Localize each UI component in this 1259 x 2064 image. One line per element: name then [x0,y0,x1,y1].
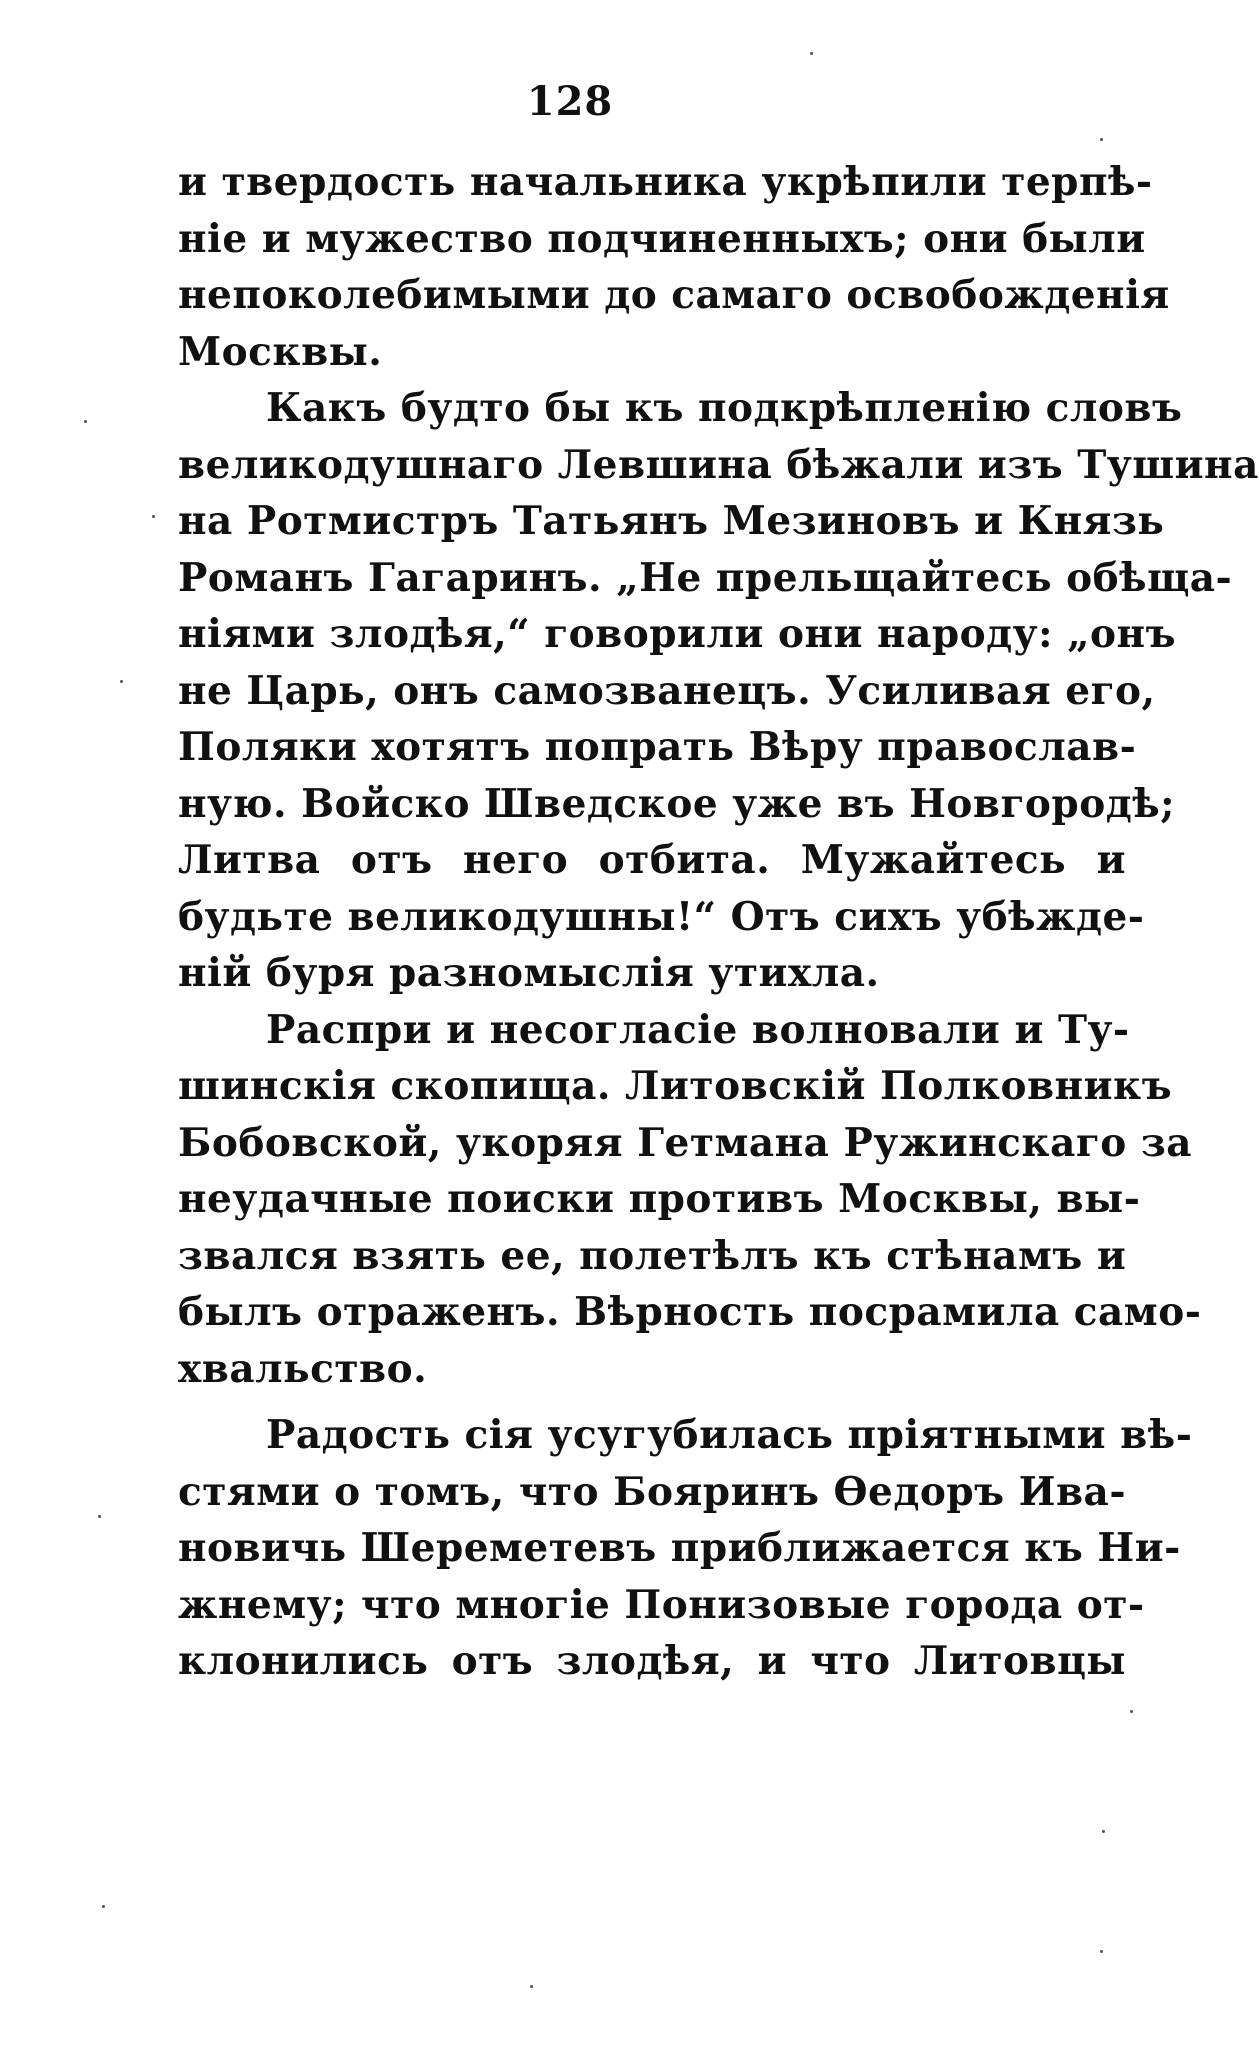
text-line: хвальство. [178,1345,428,1392]
scan-speck [1130,1710,1133,1713]
paragraph-2 [178,380,1259,1002]
scan-speck [530,1985,533,1988]
text-line: былъ отраженъ. Вѣрность посрамила само- [178,1289,1202,1335]
text-line: ніе и мужество подчиненныхъ; они были [178,215,1146,262]
text-line: Поляки хотятъ попрать Вѣру православ- [178,724,1137,770]
page-number: 128 [526,78,614,125]
text-line: Какъ будто бы къ подкрѣпленію словъ [266,385,1183,431]
scan-speck [98,1515,101,1518]
text-line: звался взять ее, полетѣлъ къ стѣнамъ и [178,1232,1127,1279]
paragraph-4 [178,1407,1193,1690]
text-line: ную. Войско Шведское уже въ Новгородѣ; [178,780,1176,827]
text-line: Радость сія усугубилась пріятными вѣ- [266,1412,1193,1458]
text-line: Литва отъ него отбита. Мужайтесь и [178,837,1126,883]
scan-speck [1100,138,1103,141]
text-line: на Ротмистръ Татьянъ Мезиновъ и Князь [178,498,1165,544]
text-line: Романъ Гагаринъ. „Не прельщайтесь обѣща- [178,554,1233,601]
text-line: клонились отъ злодѣя, и что Литовцы [178,1638,1126,1684]
text-line: великодушнаго Левшина бѣжали изъ Тушина [178,441,1259,488]
text-line: будьте великодушны!“ Отъ сихъ убѣжде- [178,893,1145,940]
paragraph-3 [178,1002,1202,1398]
page-text [178,154,1259,1690]
text-line: жнему; что многіе Понизовые города от- [178,1581,1145,1628]
scan-speck [120,680,123,683]
text-line: новичь Шереметевъ приближается къ Ни- [178,1525,1181,1571]
scan-speck [810,52,813,55]
text-line: неудачные поиски противъ Москвы, вы- [178,1176,1141,1222]
scan-speck [102,1905,105,1908]
text-line: ній буря разномыслія утихла. [178,950,880,996]
text-line: Распри и несогласіе волновали и Ту- [266,1006,1130,1053]
text-line: и твердость начальника укрѣпили терпѣ- [178,159,1153,205]
scan-speck [1100,1950,1103,1953]
scan-speck [152,515,155,518]
text-line: ніями злодѣя,“ говорили они народу: „онъ [178,611,1176,657]
text-line: стями о томъ, что Бояринъ Ѳедоръ Ива- [178,1468,1126,1515]
scan-speck [1102,1830,1105,1833]
scan-speck [84,420,87,423]
text-line: Москвы. [178,328,383,375]
text-line: шинскія скопища. Литовскій Полковникъ [178,1063,1173,1109]
text-line: непоколебимыми до самаго освобожденія [178,272,1170,318]
paragraph-1 [178,154,1170,380]
text-line: не Царь, онъ самозванецъ. Усиливая его, [178,667,1156,714]
text-line: Бобовской, укоряя Гетмана Ружинскаго за [178,1119,1192,1166]
